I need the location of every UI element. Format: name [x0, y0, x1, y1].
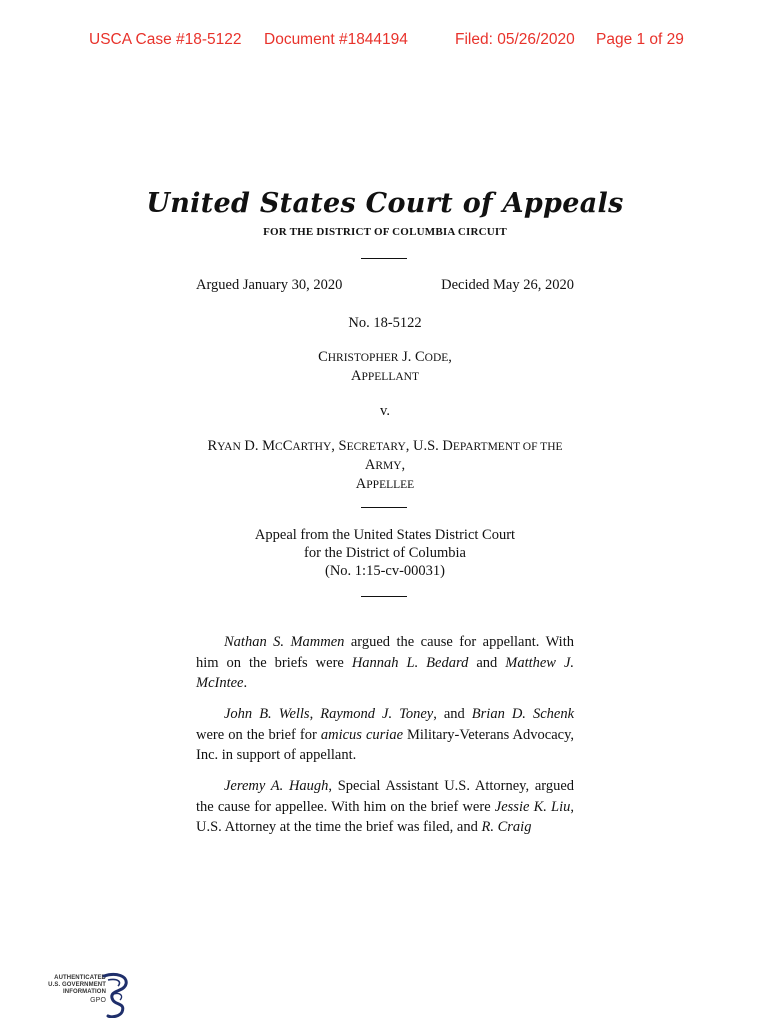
attorney-name: Raymond J. Toney: [320, 706, 434, 722]
divider-rule: [361, 507, 407, 508]
attorney-name: Jessie K. Liu: [494, 798, 571, 815]
appellee-name-line2: ARMY,: [364, 457, 406, 473]
appeal-origin: [196, 526, 574, 580]
appellee-name: RYAN D. MCCARTHY, SECRETARY, U.S. DEPARTMENT OF THE: [207, 438, 563, 454]
counsel-paragraph-appellant: Nathan S. Mammen argued the cause for appellant. With him on the briefs were Hannah L. Bedard and Matthew J. McIntee.: [196, 634, 575, 691]
decided-date: Decided May 26, 2020: [441, 277, 574, 293]
attorney-name: Nathan S. Mammen: [224, 634, 345, 650]
appellee-role: APPELLEE: [355, 476, 415, 492]
filing-header: [0, 31, 770, 51]
appeal-line: for the District of Columbia: [304, 545, 466, 561]
document-number-stamp: Document #1844194: [264, 31, 408, 48]
counsel-paragraph-amicus: John B. Wells, Raymond J. Toney, and Brian D. Schenk were on the brief for amicus curiae Military-Veterans Advocacy, Inc. in support of appellant.: [196, 706, 575, 763]
district-case-number: (No. 1:15-cv-00031): [324, 563, 445, 579]
court-subtitle: FOR THE DISTRICT OF COLUMBIA CIRCUIT: [263, 226, 507, 238]
counsel-paragraph-appellee: Jeremy A. Haugh, Special Assistant U.S. Attorney, argued the cause for appellee. With him on the brief were Jessie K. Liu, U.S. Attorney at the time the brief was filed, and R. Craig: [196, 778, 575, 835]
attorney-name: R. Craig: [481, 819, 532, 835]
appellant-name: CHRISTOPHER J. CODE,: [318, 349, 452, 365]
case-number-stamp: USCA Case #18-5122: [89, 31, 242, 48]
attorney-name: John B. Wells: [224, 706, 310, 722]
appellee-block: [190, 437, 580, 494]
appellant-block: [196, 348, 574, 386]
attorney-name: Jeremy A. Haugh: [224, 778, 329, 794]
attorney-name: Brian D. Schenk: [471, 706, 575, 722]
divider-rule: [361, 596, 407, 597]
gpo-seal-text: AUTHENTICATED U.S. GOVERNMENT INFORMATION GPO: [48, 975, 106, 1004]
attorney-name: Hannah L. Bedard: [351, 654, 469, 671]
filed-date-stamp: Filed: 05/26/2020: [455, 31, 575, 48]
divider-rule: [361, 258, 407, 259]
appeal-line: Appeal from the United States District Court: [254, 527, 516, 543]
argued-date: Argued January 30, 2020: [196, 277, 343, 293]
court-title: United States Court of Appeals: [146, 188, 624, 219]
gpo-authentication-seal: [44, 972, 134, 1018]
versus: v.: [380, 403, 390, 419]
amicus-term: amicus curiae: [320, 726, 403, 743]
eagle-icon: [100, 972, 132, 1018]
attorney-name: Matthew J. McIntee: [196, 654, 575, 691]
appellant-role: APPELLANT: [351, 368, 419, 384]
page-number-stamp: Page 1 of 29: [596, 31, 684, 48]
docket-number: No. 18-5122: [348, 315, 422, 331]
